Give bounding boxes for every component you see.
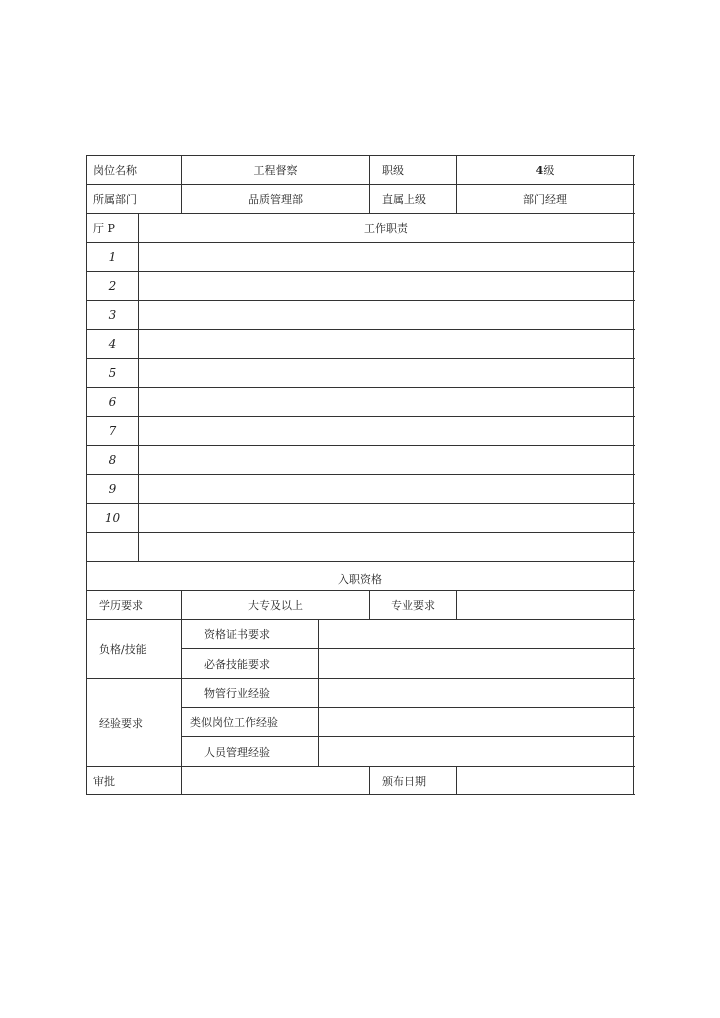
grade-label: 职级 — [370, 156, 457, 184]
education-label: 学历要求 — [87, 591, 182, 619]
duty-number: 8 — [87, 446, 139, 474]
duty-content — [139, 330, 634, 358]
duty-content — [139, 475, 634, 503]
duty-number: 6 — [87, 388, 139, 416]
experience-group — [87, 679, 635, 767]
duty-number: 5 — [87, 359, 139, 387]
major-value — [457, 591, 634, 619]
grade-value — [457, 156, 634, 184]
similar-exp-row — [182, 708, 635, 737]
duties-title: 工作职责 — [139, 214, 634, 242]
duty-row — [87, 272, 635, 301]
industry-exp-value — [319, 679, 634, 707]
qualifications-title: 入职资格 — [87, 562, 634, 590]
industry-exp-label: 物管行业经验 — [182, 679, 319, 707]
duty-number: 7 — [87, 417, 139, 445]
industry-exp-row — [182, 679, 635, 708]
supervisor-label: 直属上级 — [370, 185, 457, 213]
seq-label: 厅 P — [87, 214, 139, 242]
issue-date-label: 颁布日期 — [370, 767, 457, 794]
duty-content — [139, 504, 634, 532]
qualifications-header-row — [87, 562, 635, 591]
duty-row — [87, 301, 635, 330]
education-row — [87, 591, 635, 620]
issue-date-value — [457, 767, 634, 794]
similar-exp-label: 类似岗位工作经验 — [182, 708, 319, 736]
position-name-value: 工程督察 — [182, 156, 370, 184]
duty-row — [87, 243, 635, 272]
management-exp-row — [182, 737, 635, 766]
grade-number: 4 — [535, 163, 544, 177]
duty-content — [139, 359, 634, 387]
duty-row — [87, 388, 635, 417]
approval-row — [87, 767, 635, 795]
skills-group — [87, 620, 635, 679]
management-exp-label: 人员管理经验 — [182, 737, 319, 766]
duty-row — [87, 359, 635, 388]
duty-number: 2 — [87, 272, 139, 300]
duty-number — [87, 533, 139, 561]
duty-number: 4 — [87, 330, 139, 358]
supervisor-value: 部门经理 — [457, 185, 634, 213]
similar-exp-value — [319, 708, 634, 736]
required-skills-row — [182, 649, 635, 678]
duty-content — [139, 301, 634, 329]
department-value: 品质管理部 — [182, 185, 370, 213]
duty-row — [87, 533, 635, 562]
position-name-label: 岗位名称 — [87, 156, 182, 184]
duty-number: 3 — [87, 301, 139, 329]
department-label: 所属部门 — [87, 185, 182, 213]
position-row — [87, 156, 635, 185]
duty-number: 10 — [87, 504, 139, 532]
required-skills-label: 必备技能要求 — [182, 649, 319, 678]
duty-content — [139, 243, 634, 271]
duty-number: 1 — [87, 243, 139, 271]
duty-row — [87, 475, 635, 504]
duty-content — [139, 446, 634, 474]
major-label: 专业要求 — [370, 591, 457, 619]
duty-row — [87, 330, 635, 359]
duty-content — [139, 388, 634, 416]
certificate-row — [182, 620, 635, 649]
duty-number: 9 — [87, 475, 139, 503]
experience-label: 经验要求 — [87, 679, 182, 766]
duty-content — [139, 417, 634, 445]
approval-value — [182, 767, 370, 794]
management-exp-value — [319, 737, 634, 766]
certificate-label: 资格证书要求 — [182, 620, 319, 648]
duty-row — [87, 446, 635, 475]
duty-content — [139, 533, 634, 561]
approval-label: 审批 — [87, 767, 182, 794]
department-row — [87, 185, 635, 214]
grade-suffix: 级 — [543, 164, 555, 177]
skills-label: 负格/技能 — [87, 620, 182, 678]
job-description-table — [86, 155, 635, 795]
duty-content — [139, 272, 634, 300]
education-value: 大专及以上 — [182, 591, 370, 619]
duty-row — [87, 504, 635, 533]
certificate-value — [319, 620, 634, 648]
required-skills-value — [319, 649, 634, 678]
duty-row — [87, 417, 635, 446]
duties-header-row — [87, 214, 635, 243]
